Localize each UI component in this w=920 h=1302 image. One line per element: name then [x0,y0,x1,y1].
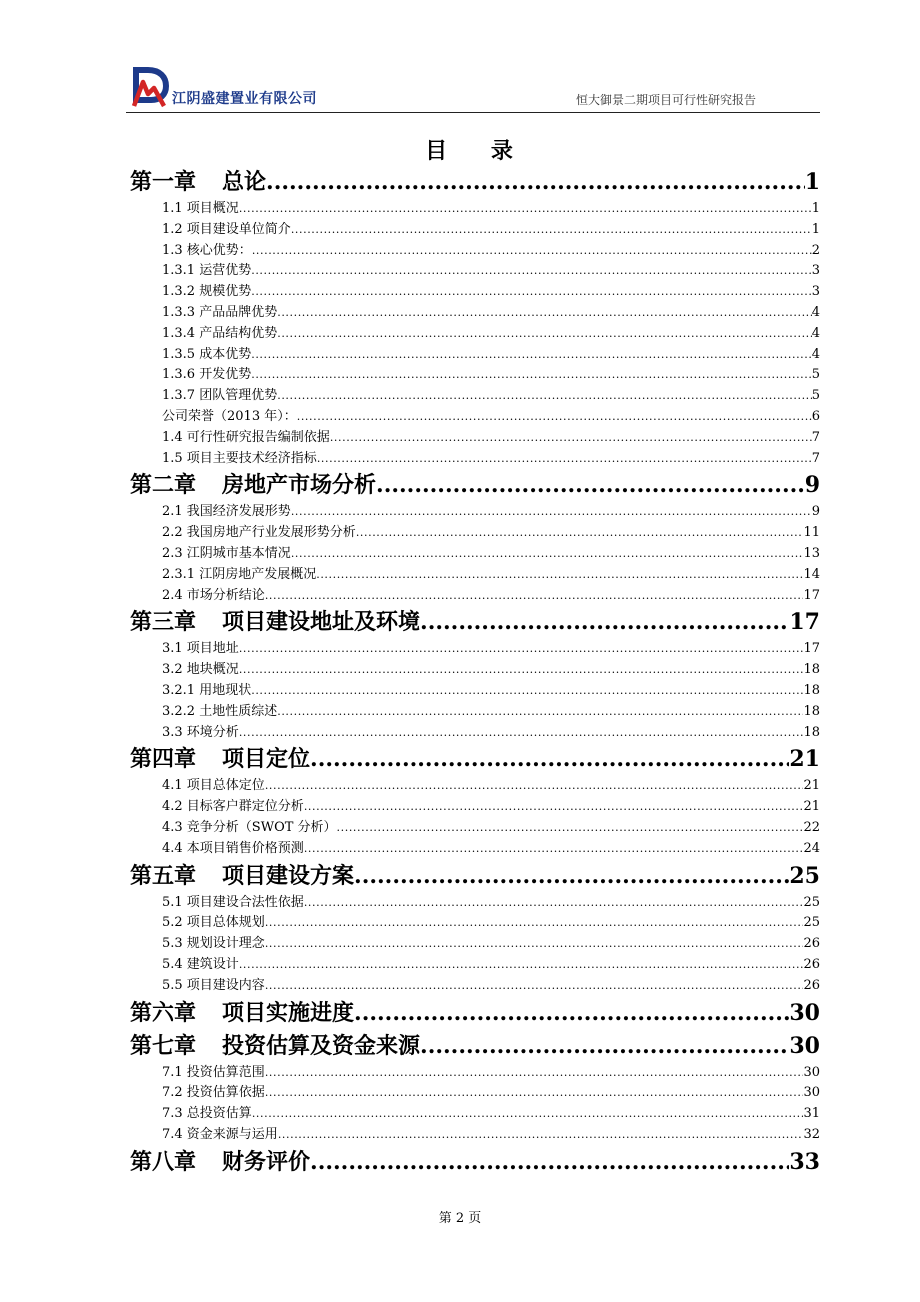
section-title: 3.2.1 用地现状 [162,682,252,698]
section-title: 1.3 核心优势： [162,242,252,258]
toc-section-entry[interactable] [130,199,820,220]
leader-dots [265,1083,804,1104]
leader-dots [277,702,803,723]
section-title: 1.1 项目概况 [162,201,239,216]
section-title: 7.2 投资估算依据 [162,1085,265,1101]
leader-dots [266,166,805,199]
toc-section-entry[interactable] [130,955,820,976]
toc-section-entry[interactable] [130,565,820,586]
leader-dots [291,220,812,241]
toc-section-entry[interactable] [130,776,820,797]
page-header [126,62,820,114]
toc-section-entry[interactable] [130,282,820,303]
toc-page-number: 5 [811,367,820,383]
chapter-title: 投资估算及资金来源 [222,1032,421,1059]
toc-section-entry[interactable] [130,449,820,470]
toc-page-number: 4 [811,304,820,320]
section-title: 5.3 规划设计理念 [162,936,265,952]
toc-page-number: 3 [811,284,820,300]
leader-dots [337,818,804,839]
toc-section-entry[interactable] [130,428,820,449]
toc-chapter-entry[interactable] [130,1030,820,1063]
toc-page-number: 21 [803,799,820,815]
leader-dots [252,241,812,262]
toc-page-number: 11 [803,525,820,541]
leader-dots [239,955,804,976]
toc-section-entry[interactable] [130,303,820,324]
leader-dots [265,913,804,934]
toc-page-number: 7 [811,450,820,466]
section-title: 7.1 投资估算范围 [162,1064,265,1080]
section-title: 5.1 项目建设合法性依据 [162,894,304,910]
leader-dots [420,606,789,639]
section-title: 3.3 环境分析 [162,724,239,740]
section-title: 1.5 项目主要技术经济指标 [162,450,317,466]
toc-page-number: 18 [803,682,820,698]
toc-page-number: 3 [811,263,820,279]
leader-dots [278,1125,804,1146]
toc-section-entry[interactable] [130,839,820,860]
toc-page-number: 30 [803,1085,820,1101]
toc-section-entry[interactable] [130,365,820,386]
toc-page-number: 2 [811,242,820,258]
toc-page-number: 4 [811,346,820,362]
section-title: 5.4 建筑设计 [162,956,239,972]
leader-dots [277,386,812,407]
toc-page-number: 26 [803,936,820,952]
toc-page-number: 1 [811,201,820,216]
toc-page-number: 6 [811,408,820,424]
chapter-number: 第四章 [130,746,197,773]
toc-section-entry[interactable] [130,639,820,660]
section-title: 4.3 竞争分析（SWOT 分析） [162,819,337,835]
section-title: 5.2 项目总体规划 [162,915,265,931]
section-title: 5.5 项目建设内容 [162,977,265,993]
leader-dots [354,997,789,1030]
toc-chapter-entry[interactable] [130,743,820,776]
toc-page-number: 17 [803,641,820,657]
header-divider [126,112,820,113]
toc-section-entry[interactable] [130,502,820,523]
toc-section-entry[interactable] [130,723,820,744]
toc-section-entry[interactable] [130,523,820,544]
toc-section-entry[interactable] [130,818,820,839]
leader-dots [356,523,804,544]
leader-dots [376,469,805,502]
toc-page-number: 33 [789,1148,820,1175]
toc-section-entry[interactable] [130,220,820,241]
leader-dots [310,1146,789,1179]
report-title: 恒大御景二期项目可行性研究报告 [575,93,756,107]
leader-dots [304,797,804,818]
leader-dots [316,565,803,586]
section-title: 1.2 项目建设单位简介 [162,221,291,237]
toc-page-number: 13 [803,545,820,561]
section-title: 1.3.6 开发优势 [162,367,252,383]
toc-section-entry[interactable] [130,1125,820,1146]
company-name: 江阴盛建置业有限公司 [172,91,317,107]
toc-page-number: 9 [804,472,820,499]
section-title: 1.3.2 规模优势 [162,284,252,300]
toc-page-number: 1 [811,221,820,237]
toc-chapter-entry[interactable] [130,166,820,199]
toc-page-number: 25 [789,862,820,889]
section-title: 2.1 我国经济发展形势 [162,504,291,520]
leader-dots [304,839,804,860]
leader-dots [310,743,789,776]
section-title: 2.3.1 江阴房地产发展概况 [162,566,317,582]
leader-dots [330,428,812,449]
chapter-number: 第一章 [130,169,197,195]
table-of-contents [130,166,820,1179]
leader-dots [291,502,812,523]
chapter-title: 房地产市场分析 [222,472,377,499]
chapter-title: 财务评价 [222,1148,311,1175]
leader-dots [251,365,812,386]
toc-page-number: 5 [811,388,820,404]
section-title: 7.4 资金来源与运用 [162,1126,278,1142]
section-title: 3.2.2 土地性质综述 [162,703,278,719]
toc-section-entry[interactable] [130,386,820,407]
toc-page-number: 25 [803,915,820,931]
toc-section-entry[interactable] [130,1083,820,1104]
toc-section-entry[interactable] [130,324,820,345]
chapter-number: 第三章 [130,609,197,636]
toc-section-entry[interactable] [130,241,820,262]
toc-page-number: 30 [803,1064,820,1080]
toc-chapter-entry[interactable] [130,606,820,639]
leader-dots [251,345,812,366]
toc-page-number: 32 [803,1126,820,1142]
toc-page-number: 18 [803,662,820,678]
section-title: 1.3.3 产品品牌优势 [162,304,278,320]
chapter-title: 项目定位 [222,746,311,773]
leader-dots [239,723,804,744]
chapter-number: 第八章 [130,1148,197,1175]
chapter-title: 项目建设地址及环境 [222,609,421,636]
section-title: 4.2 目标客户群定位分析 [162,799,304,815]
toc-section-entry[interactable] [130,681,820,702]
chapter-number: 第二章 [130,472,197,499]
toc-section-entry[interactable] [130,702,820,723]
toc-title: 目 录 [425,138,531,164]
section-title: 1.3.4 产品结构优势 [162,325,278,341]
chapter-title: 项目实施进度 [222,999,355,1026]
leader-dots [317,449,812,470]
leader-dots [277,303,812,324]
toc-page-number: 18 [803,724,820,740]
section-title: 4.1 项目总体定位 [162,778,265,794]
toc-page-number: 21 [789,746,820,773]
toc-chapter-entry[interactable] [130,1146,820,1179]
leader-dots [354,860,789,893]
toc-section-entry[interactable] [130,261,820,282]
leader-dots [252,1104,804,1125]
toc-section-entry[interactable] [130,934,820,955]
section-title: 2.2 我国房地产行业发展形势分析 [162,525,356,541]
chapter-title: 项目建设方案 [222,862,355,889]
leader-dots [265,934,804,955]
toc-section-entry[interactable] [130,797,820,818]
leader-dots [265,776,804,797]
toc-page-number: 24 [803,840,820,856]
section-title: 1.4 可行性研究报告编制依据 [162,429,330,445]
toc-page-number: 25 [803,894,820,910]
toc-section-entry[interactable] [130,1104,820,1125]
toc-page-number: 1 [804,169,820,195]
section-title: 3.2 地块概况 [162,662,239,678]
leader-dots [251,282,812,303]
chapter-title: 总论 [222,169,267,195]
chapter-number: 第五章 [130,862,197,889]
toc-section-entry[interactable] [130,345,820,366]
leader-dots [251,681,803,702]
toc-page-number: 30 [789,999,820,1026]
leader-dots [420,1030,789,1063]
section-title: 2.3 江阴城市基本情况 [162,545,291,561]
leader-dots [265,976,804,997]
toc-page-number: 4 [811,325,820,341]
leader-dots [291,544,804,565]
section-title: 3.1 项目地址 [162,641,239,657]
section-title: 7.3 总投资估算 [162,1106,252,1122]
leader-dots [265,586,804,607]
section-title: 4.4 本项目销售价格预测 [162,840,304,856]
toc-section-entry[interactable] [130,544,820,565]
chapter-number: 第六章 [130,999,197,1026]
toc-page-number: 30 [789,1032,820,1059]
toc-section-entry[interactable] [130,976,820,997]
section-title: 1.3.1 运营优势 [162,263,252,279]
toc-page-number: 7 [811,429,820,445]
section-title: 公司荣誉（2013 年）： [162,408,297,424]
toc-page-number: 9 [811,504,820,520]
toc-section-entry[interactable] [130,893,820,914]
leader-dots [304,893,804,914]
leader-dots [239,199,812,220]
leader-dots [277,324,812,345]
section-title: 1.3.7 团队管理优势 [162,388,278,404]
toc-page-number: 26 [803,977,820,993]
toc-page-number: 22 [803,819,820,835]
toc-chapter-entry[interactable] [130,860,820,893]
leader-dots [265,1063,804,1084]
toc-chapter-entry[interactable] [130,997,820,1030]
leader-dots [297,407,812,428]
section-title: 1.3.5 成本优势 [162,346,252,362]
page-number: 第 2 页 [438,1211,482,1226]
toc-section-entry[interactable] [130,407,820,428]
chapter-number: 第七章 [130,1032,197,1059]
toc-section-entry[interactable] [130,660,820,681]
company-logo-icon [130,64,170,108]
section-title: 2.4 市场分析结论 [162,587,265,603]
toc-page-number: 14 [803,566,820,582]
toc-page-number: 17 [803,587,820,603]
toc-page-number: 21 [803,778,820,794]
toc-page-number: 26 [803,956,820,972]
toc-page-number: 31 [803,1106,820,1122]
toc-chapter-entry[interactable] [130,469,820,502]
toc-section-entry[interactable] [130,913,820,934]
toc-page-number: 18 [803,703,820,719]
leader-dots [239,660,804,681]
toc-section-entry[interactable] [130,1063,820,1084]
leader-dots [239,639,804,660]
toc-section-entry[interactable] [130,586,820,607]
toc-page-number: 17 [789,609,820,636]
leader-dots [251,261,812,282]
